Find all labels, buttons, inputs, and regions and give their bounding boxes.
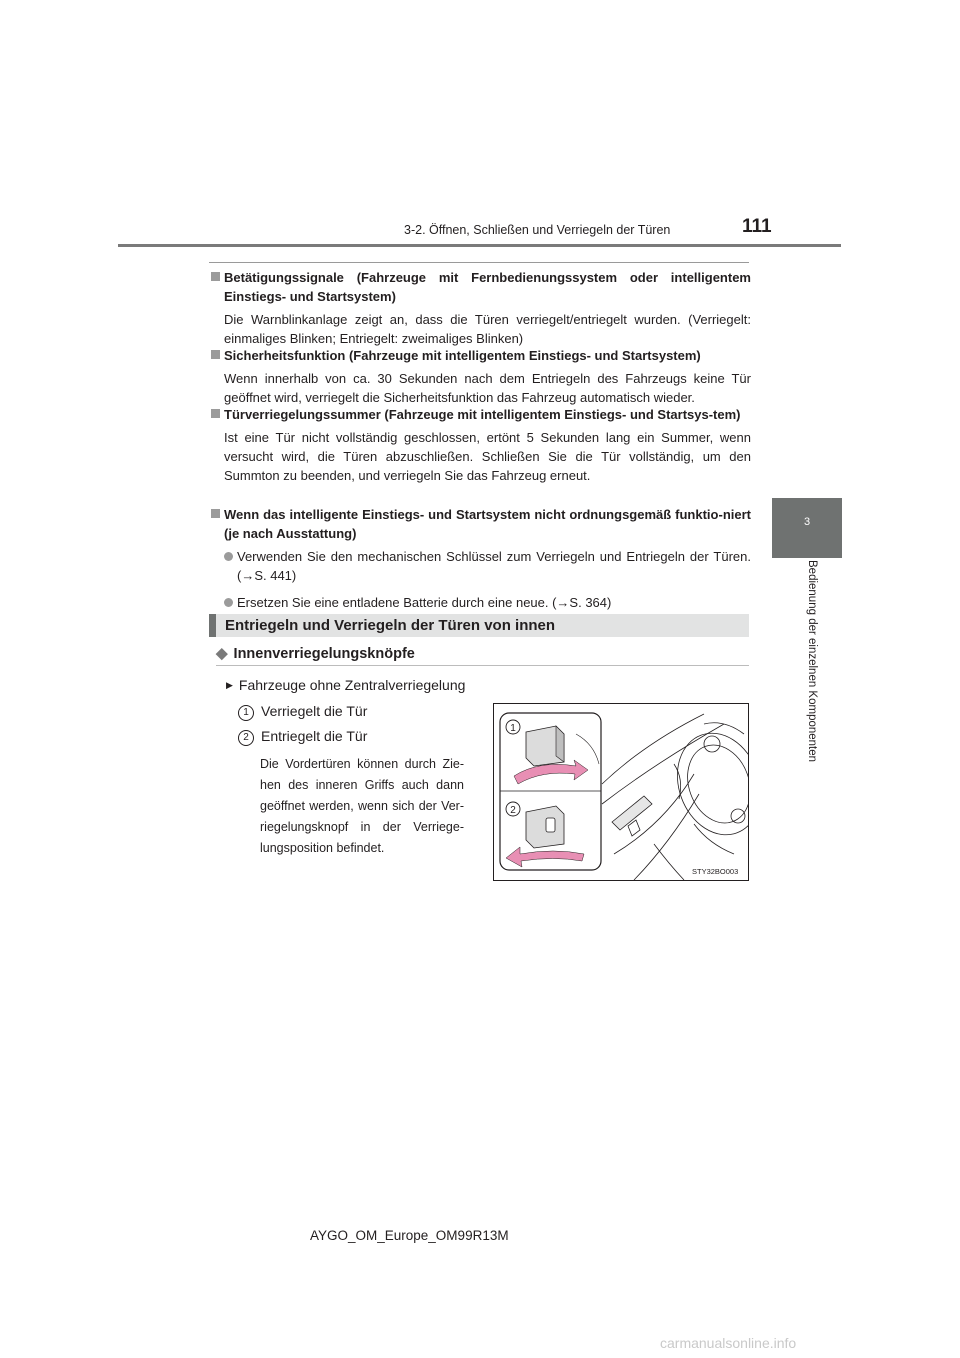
chapter-number: 3: [803, 516, 811, 528]
section-operation-signals: [211, 268, 751, 348]
section-heading: Sicherheitsfunktion (Fahrzeuge mit intelligentem Einstiegs- und Startsystem): [211, 346, 751, 365]
step-number: 2: [238, 730, 254, 746]
section-door-lock-buzzer: [211, 405, 751, 485]
watermark: carmanualsonline.info: [660, 1335, 797, 1351]
section-title-bar: [209, 614, 749, 637]
triangle-arrow-icon: ▶: [226, 680, 233, 690]
section-smart-entry-malfunction: [211, 505, 751, 612]
square-bullet-icon: [211, 272, 220, 281]
step-label: Entriegelt die Tür: [261, 728, 368, 744]
subsection-heading: ◆ Innenverriegelungsknöpfe: [216, 645, 415, 662]
header-rule: [118, 244, 841, 247]
section-body: Die Warnblinkanlage zeigt an, dass die Türen verriegelt/entriegelt wurden. (Verriegelt: einmaliges Blinken; Entriegelt: zweimaliges Blinken): [224, 312, 751, 346]
section-heading: Wenn das intelligente Einstiegs- und Startsystem nicht ordnungsgemäß funktio-niert (je nach Ausstattung): [211, 505, 751, 543]
figure-code: STY32BO003: [692, 867, 739, 876]
callout-1-label: 1: [510, 723, 516, 734]
vehicle-type-label: ▶ Fahrzeuge ohne Zentralverriegelung: [226, 677, 466, 693]
step-number: 1: [238, 705, 254, 721]
section-heading: Türverriegelungssummer (Fahrzeuge mit intelligentem Einstiegs- und Startsys-tem): [211, 405, 751, 424]
door-lock-illustration: [493, 703, 749, 881]
list-item: Ersetzen Sie eine entladene Batterie durch eine neue. (→S. 364): [211, 593, 751, 612]
section-heading: Betätigungssignale (Fahrzeuge mit Fernbedienungssystem oder intelligentem Einstiegs- und Startsystem): [211, 268, 751, 306]
content-top-rule: [209, 262, 749, 263]
chapter-tab: [772, 498, 842, 558]
list-item: Verwenden Sie den mechanischen Schlüssel zum Verriegeln und Entriegeln der Türen. (→S. 441): [211, 547, 751, 585]
door-interior-drawing: [602, 714, 748, 880]
running-header-title: 3-2. Öffnen, Schließen und Verriegeln der Türen: [404, 223, 671, 237]
lock-knob-unlocked: [526, 806, 564, 848]
step-label: Verriegelt die Tür: [261, 703, 368, 719]
step-2: [238, 728, 367, 746]
section-title: Entriegeln und Verriegeln der Türen von innen: [225, 617, 556, 634]
square-bullet-icon: [211, 350, 220, 359]
circle-bullet-icon: [224, 552, 233, 561]
section-body: Wenn innerhalb von ca. 30 Sekunden nach dem Entriegeln des Fahrzeugs keine Tür geöffnet wird, verriegelt die Sicherheitsfunktion das Fahrzeug automatisch wieder.: [224, 371, 751, 405]
subsection-rule: [216, 665, 749, 666]
page-number: 111: [742, 216, 772, 237]
section-body: Ist eine Tür nicht vollständig geschlossen, ertönt 5 Sekunden lang ein Summer, wenn versucht wird, die Türen abzuschließen. Schließen Sie die Tür vollständig, um den Summton zu beenden, und verriegeln Sie das Fahrzeug erneut.: [224, 430, 751, 483]
square-bullet-icon: [211, 409, 220, 418]
note-text: Die Vordertüren können durch Zie-hen des inneren Griffs auch dann geöffnet werden, wenn sich der Ver-riegelungsknopf in der Verriege-lungsposition befindet.: [260, 757, 464, 855]
section-security-function: [211, 346, 751, 407]
callout-2-label: 2: [510, 805, 516, 816]
square-bullet-icon: [211, 509, 220, 518]
chapter-title: Bedienung der einzelnen Komponenten: [806, 560, 818, 763]
illustration-svg: [494, 704, 748, 880]
step-1: [238, 703, 367, 721]
footer-document-id: AYGO_OM_Europe_OM99R13M: [310, 1228, 509, 1243]
diamond-icon: ◆: [216, 645, 228, 662]
circle-bullet-icon: [224, 598, 233, 607]
